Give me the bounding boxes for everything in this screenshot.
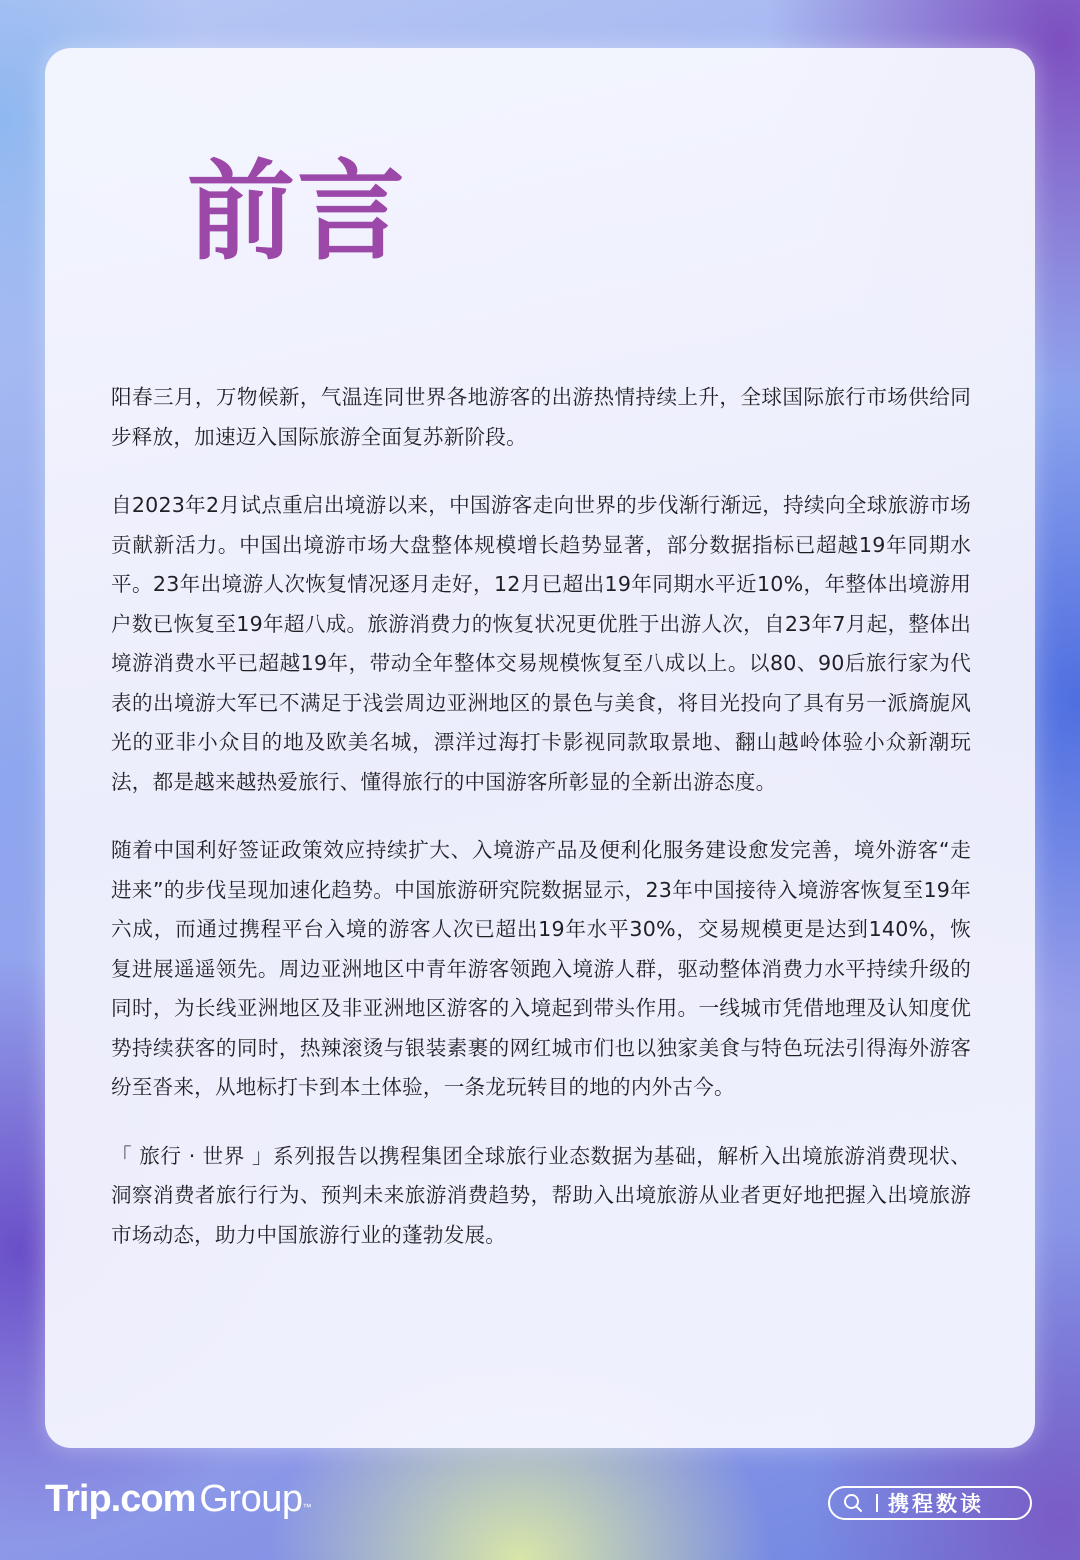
content-card — [45, 48, 1035, 1448]
logo-group: Group — [199, 1478, 303, 1520]
trip-com-group-logo — [45, 1472, 312, 1526]
body-text — [111, 378, 971, 1284]
ctrip-data-badge — [828, 1486, 1032, 1520]
logo-brand: Trip.com — [45, 1478, 196, 1520]
paragraph-outbound: 自2023年2月试点重启出境游以来，中国游客走向世界的步伐渐行渐远，持续向全球旅游市场贡献新活力。中国出境游市场大盘整体规模增长趋势显著，部分数据指标已超越19年同期水平。23年出境游人次恢复情况逐月走好，12月已超出19年同期水平近10%，年整体出境游用户数已恢复至19年超八成。旅游消费力的恢复状况更优胜于出游人次，自23年7月起，整体出境游消费水平已超越19年，带动全年整体交易规模恢复至八成以上。以80、90后旅行家为代表的出境游大军已不满足于浅尝周边亚洲地区的景色与美食，将目光投向了具有另一派旖旎风光的亚非小众目的地及欧美名城，漂洋过海打卡影视同款取景地、翻山越岭体验小众新潮玩法，都是越来越热爱旅行、懂得旅行的中国游客所彰显的全新出游态度。 — [111, 493, 971, 794]
badge-divider — [876, 1494, 878, 1512]
paragraph-inbound: 随着中国利好签证政策效应持续扩大、入境游产品及便利化服务建设愈发完善，境外游客“走进来”的步伐呈现加速化趋势。中国旅游研究院数据显示，23年中国接待入境游客恢复至19年六成，而通过携程平台入境的游客人次已超出19年水平30%，交易规模更是达到140%，恢复进展遥遥领先。周边亚洲地区中青年游客领跑入境游人群，驱动整体消费力水平持续升级的同时，为长线亚洲地区及非亚洲地区游客的入境起到带头作用。一线城市凭借地理及认知度优势持续获客的同时，热辣滚烫与银装素裹的网红城市们也以独家美食与特色玩法引得海外游客纷至沓来，从地标打卡到本土体验，一条龙玩转目的地的内外古今。 — [111, 838, 971, 1099]
page-title: 前言 — [187, 150, 408, 275]
paragraph-intro: 阳春三月，万物候新，气温连同世界各地游客的出游热情持续上升，全球国际旅行市场供给同步释放，加速迈入国际旅游全面复苏新阶段。 — [111, 385, 971, 449]
paragraph-report-series: 「 旅行 · 世界 」系列报告以携程集团全球旅行业态数据为基础，解析入出境旅游消费现状、洞察消费者旅行行为、预判未来旅游消费趋势，帮助入出境旅游从业者更好地把握入出境旅游市场动态，助力中国旅游行业的蓬勃发展。 — [111, 1143, 971, 1247]
search-icon — [836, 1488, 870, 1518]
logo-trademark: ™ — [302, 1502, 312, 1512]
badge-label: 携程数读 — [888, 1492, 984, 1516]
